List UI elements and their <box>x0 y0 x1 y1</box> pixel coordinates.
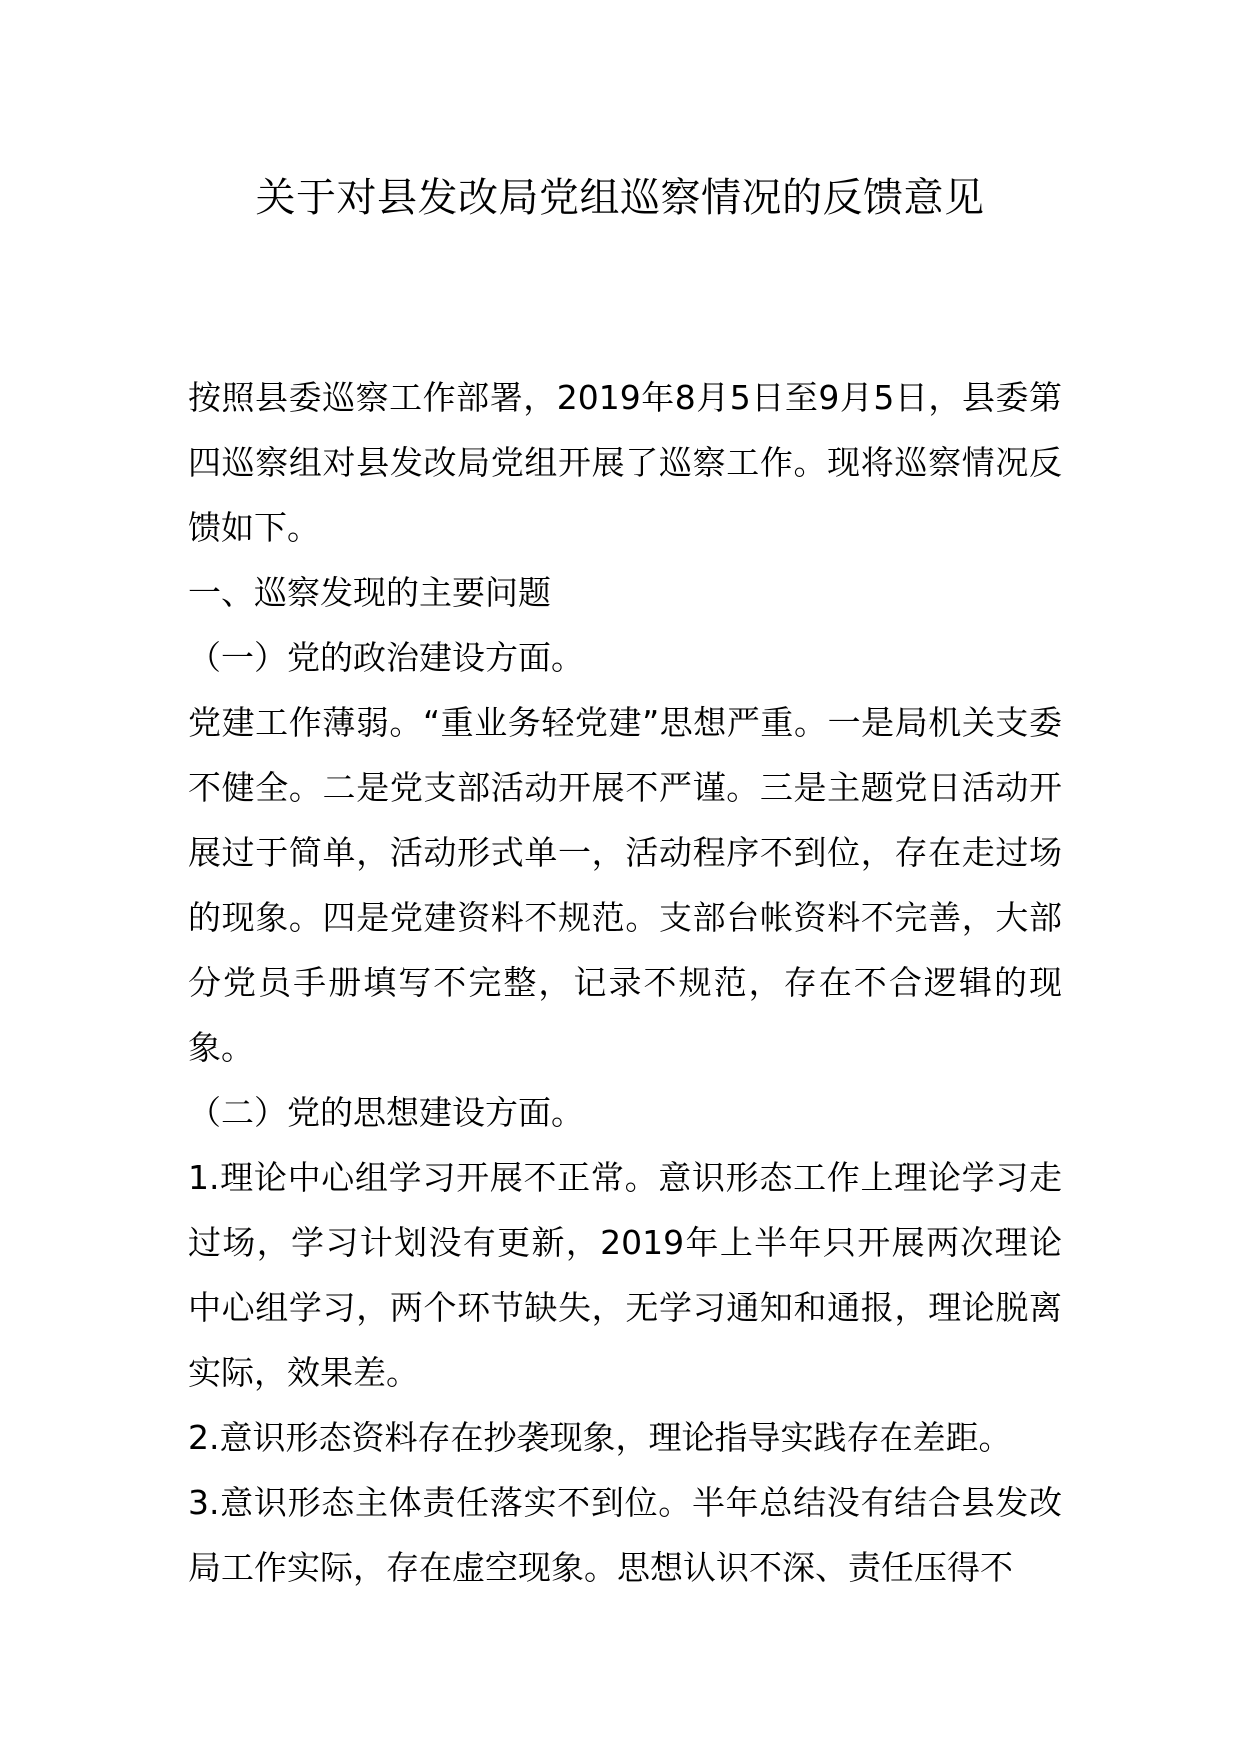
subheading-political-construction: （一）党的政治建设方面。 <box>188 638 584 677</box>
paragraph-item-3: 3.意识形态主体责任落实不到位。半年总结没有结合县发改局工作实际，存在虚空现象。思想认识不深、责任压得不 <box>188 1483 1062 1587</box>
paragraph-intro: 按照县委巡察工作部署，2019年8月5日至9月5日，县委第四巡察组对县发改局党组开展了巡察工作。现将巡察情况反馈如下。 <box>188 378 1062 547</box>
heading-main-problems: 一、巡察发现的主要问题 <box>188 573 551 612</box>
subheading-ideological-construction: （二）党的思想建设方面。 <box>188 1093 584 1132</box>
paragraph-item-1: 1.理论中心组学习开展不正常。意识形态工作上理论学习走过场，学习计划没有更新，2019年上半年只开展两次理论中心组学习，两个环节缺失，无学习通知和通报，理论脱离实际，效果差。 <box>188 1158 1062 1392</box>
paragraph-party-building: 党建工作薄弱。“重业务轻党建”思想严重。一是局机关支委不健全。二是党支部活动开展不严谨。三是主题党日活动开展过于简单，活动形式单一，活动程序不到位，存在走过场的现象。四是党建资料不规范。支部台帐资料不完善，大部分党员手册填写不完整，记录不规范，存在不合逻辑的现象。 <box>188 703 1062 1067</box>
paragraph-item-2: 2.意识形态资料存在抄袭现象，理论指导实践存在差距。 <box>188 1418 1012 1457</box>
document-body <box>188 365 1062 1600</box>
document-title: 关于对县发改局党组巡察情况的反馈意见 <box>255 175 985 221</box>
